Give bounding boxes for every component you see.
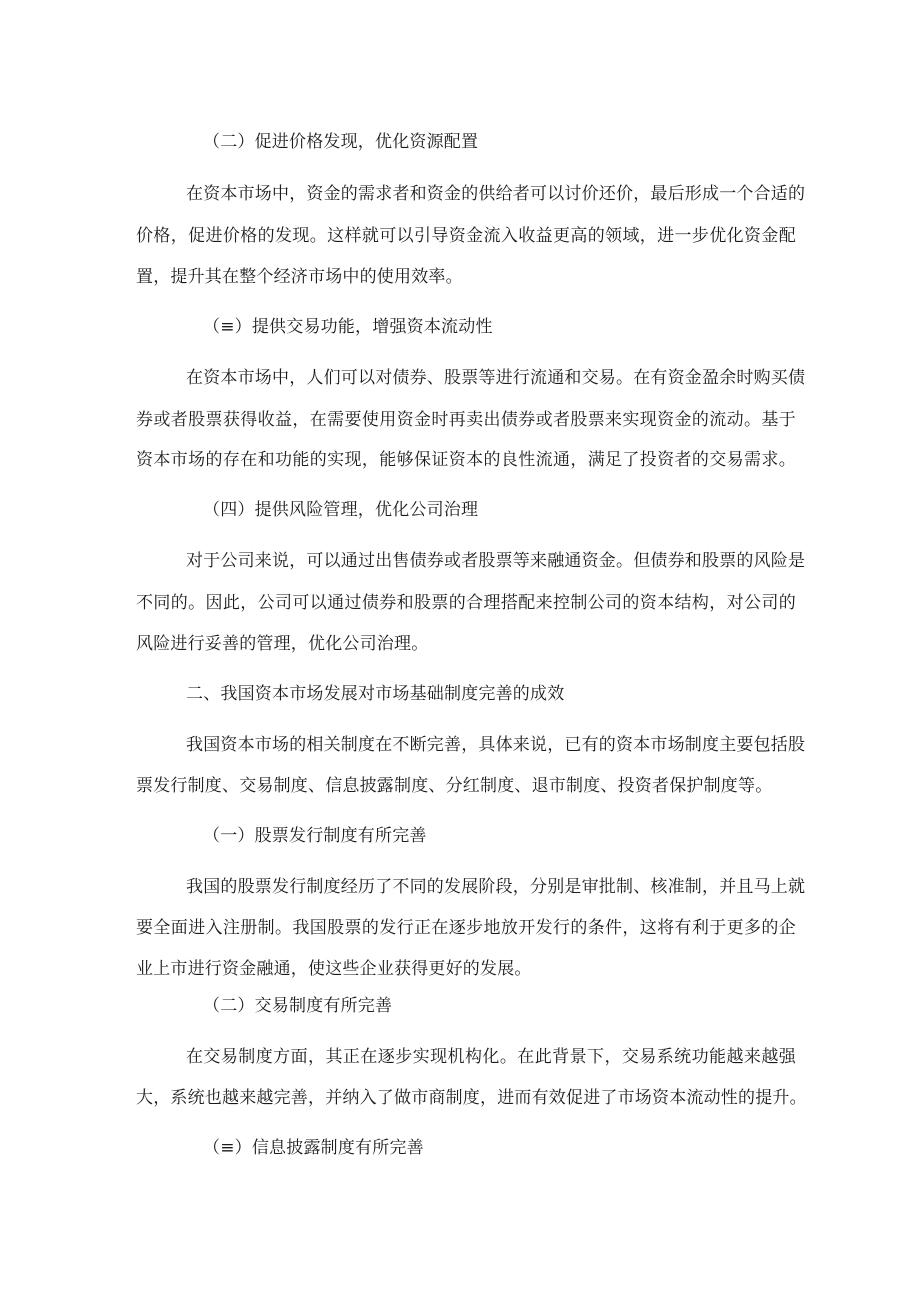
subheading-trading-function: （≡）提供交易功能，增强资本流动性 [203,317,493,337]
subheading-price-discovery: （二）促进价格发现，优化资源配置 [203,132,479,152]
paragraph-line: 我国的股票发行制度经历了不同的发展阶段，分别是审批制、核准制，并且马上就 [186,877,806,897]
paragraph-line: 券或者股票获得收益，在需要使用资金时再卖出债券或者股票来实现资金的流动。基于 [136,410,796,430]
subheading-trading-system: （二）交易制度有所完善 [203,996,393,1016]
paragraph-line: 我国资本市场的相关制度在不断完善，具体来说，已有的资本市场制度主要包括股 [186,735,806,755]
paragraph-line: 价格，促进价格的发现。这样就可以引导资金流入收益更高的领域，进一步优化资金配 [136,226,796,246]
paragraph-line: 票发行制度、交易制度、信息披露制度、分红制度、退市制度、投资者保护制度等。 [136,776,773,796]
paragraph-line: 风险进行妥善的管理，优化公司治理。 [136,634,429,654]
section-heading: 二、我国资本市场发展对市场基础制度完善的成效 [186,684,565,704]
paragraph-line: 资本市场的存在和功能的实现，能够保证资本的良性流通，满足了投资者的交易需求。 [136,450,796,470]
paragraph-line: 业上市进行资金融通，使这些企业获得更好的发展。 [136,959,532,979]
subheading-risk-management: （四）提供风险管理，优化公司治理 [203,500,479,520]
paragraph-line: 大，系统也越来越完善，并纳入了做市商制度，进而有效促进了市场资本流动性的提升。 [136,1088,807,1108]
paragraph-line: 在交易制度方面，其正在逐步实现机构化。在此背景下，交易系统功能越来越强 [186,1047,796,1067]
subheading-disclosure-system: （≡）信息披露制度有所完善 [203,1138,424,1158]
paragraph-line: 要全面进入注册制。我国股票的发行正在逐步地放开发行的条件，这将有利于更多的企 [136,918,796,938]
paragraph-line: 对于公司来说，可以通过出售债券或者股票等来融通资金。但债券和股票的风险是 [186,551,806,571]
subheading-issuance-system: （一）股票发行制度有所完善 [203,826,427,846]
paragraph-line: 在资本市场中，资金的需求者和资金的供给者可以讨价还价，最后形成一个合适的 [186,184,806,204]
paragraph-line: 置，提升其在整个经济市场中的使用效率。 [136,267,463,287]
paragraph-line: 在资本市场中，人们可以对债券、股票等进行流通和交易。在有资金盈余时购买债 [186,368,806,388]
paragraph-line: 不同的。因此，公司可以通过债券和股票的合理搭配来控制公司的资本结构，对公司的 [136,593,796,613]
